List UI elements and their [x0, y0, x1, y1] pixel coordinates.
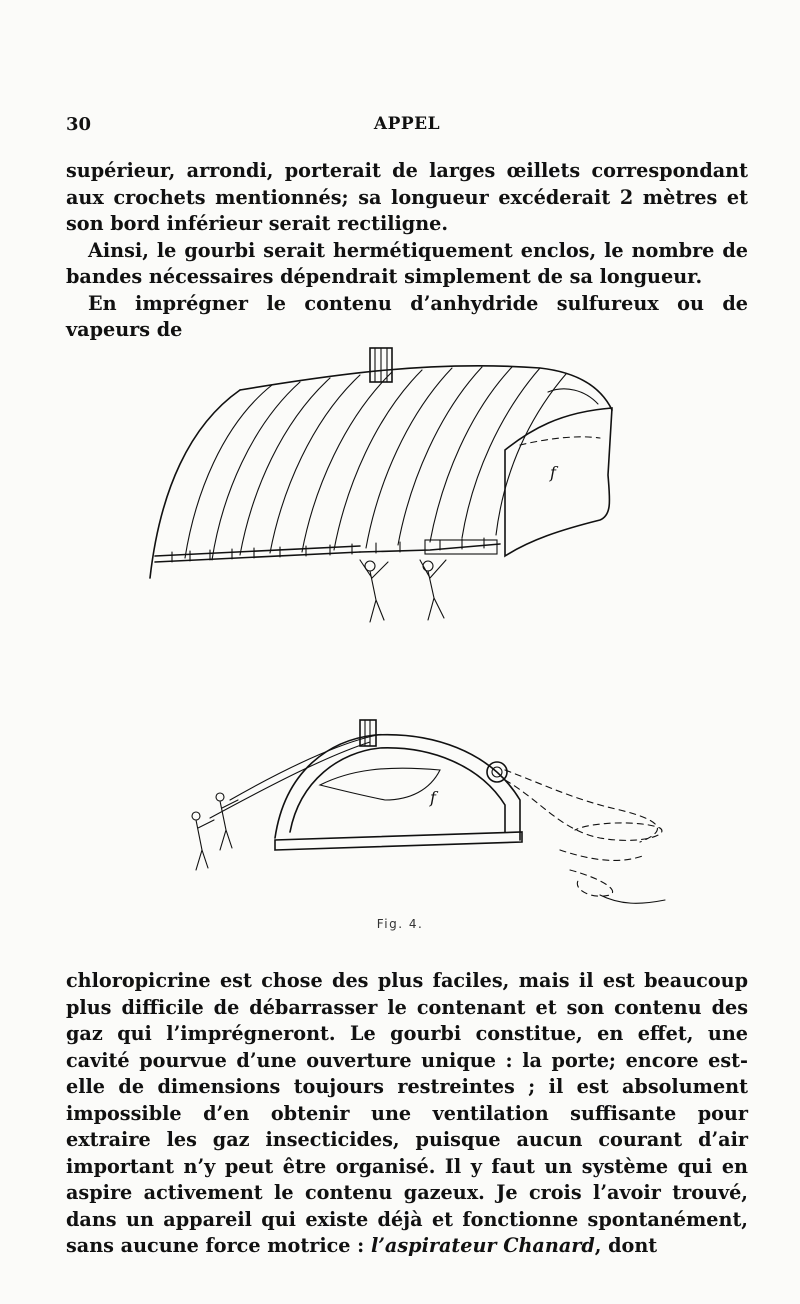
- figure-label-f-upper: f: [550, 463, 556, 482]
- shelter-section-drawing: [192, 720, 665, 903]
- text-block-bottom: [66, 968, 748, 1260]
- running-head: APPEL: [373, 114, 441, 134]
- page-header: [66, 114, 748, 138]
- paragraph-text-end: , dont: [594, 1234, 658, 1257]
- text-block-top: [66, 158, 748, 344]
- paragraph-text: chloropicrine est chose des plus faciles, mais il est beaucoup plus difficile de débarrasser le contenant et son contenu des gaz qui l’imprégneront. Le gourbi constitue, en effet, une cavité pourvue d’une ouverture unique : la porte; encore est-elle de dimensions toujours restreintes ; il est absolument impossible d’en obtenir une ventilation suffisante pour extraire les gaz insecticides, puisque aucun courant d’air important n’y peut être organisé. Il y faut un système qui en aspire activement le contenu gazeux. Je crois l’avoir trouvé, dans un appareil qui existe déjà et fonctionne spontanément, sans aucune force motrice :: [66, 969, 748, 1257]
- page-number: 30: [66, 114, 92, 135]
- paragraph: [66, 968, 748, 1260]
- shelter-covered-drawing: [150, 348, 612, 622]
- italic-term: l’aspirateur Chanard: [370, 1234, 595, 1257]
- figure-label-f-lower: f: [430, 788, 436, 807]
- paragraph: En imprégner le contenu d’anhydride sulfureux ou de vapeurs de: [66, 291, 748, 341]
- figure-caption: Fig. 4.: [376, 917, 424, 931]
- figure-illustration: [0, 330, 800, 950]
- paragraph: supérieur, arrondi, porterait de larges œillets correspondant aux crochets mentionnés; sa longueur excéderait 2 mètres et son bord inférieur serait rectiligne.: [66, 159, 748, 235]
- paragraph: Ainsi, le gourbi serait hermétiquement enclos, le nombre de bandes nécessaires dépendrait simplement de sa longueur.: [66, 238, 748, 288]
